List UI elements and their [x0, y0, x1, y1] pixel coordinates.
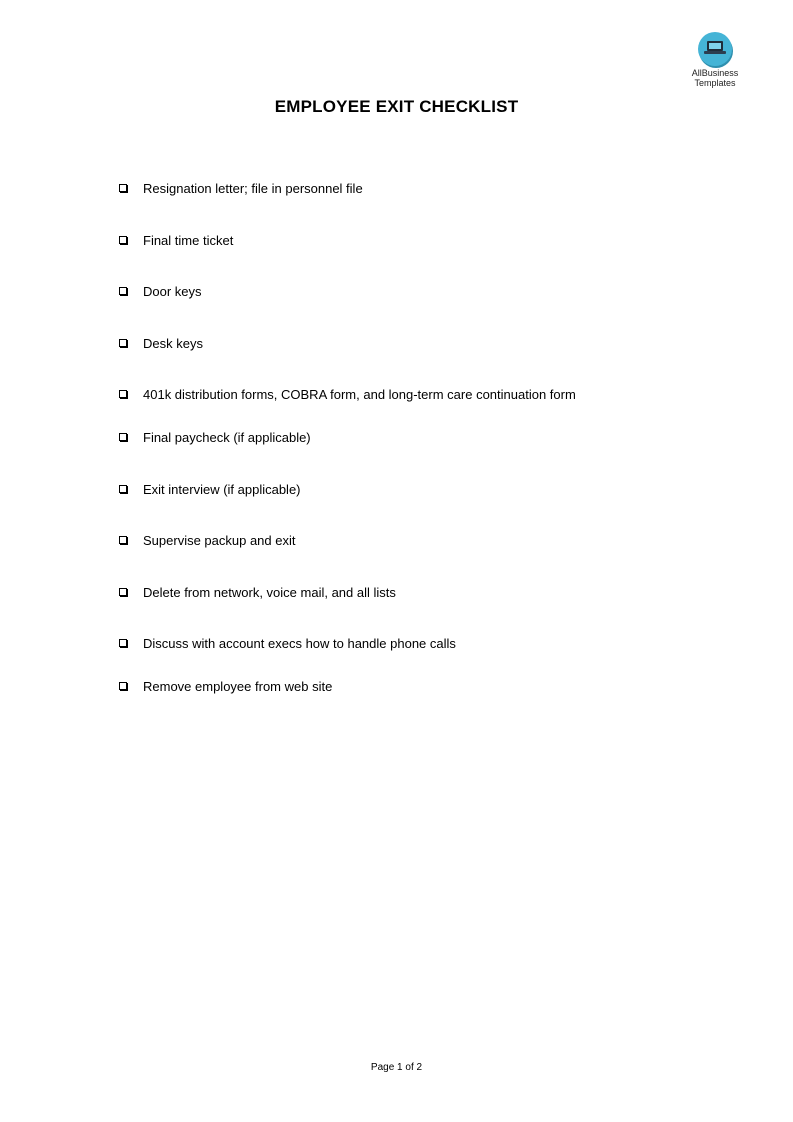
checkbox-icon: [119, 639, 127, 647]
checklist-item: [118, 479, 301, 499]
logo-text-line1: AllBusiness: [691, 68, 739, 78]
checklist-item: [118, 676, 332, 696]
logo-text-line2: Templates: [694, 78, 736, 88]
laptop-icon: [698, 32, 732, 66]
checklist-item-label: Final paycheck (if applicable): [143, 429, 311, 445]
checkbox-icon: [119, 236, 127, 244]
checklist-item-label: Discuss with account execs how to handle phone calls: [143, 635, 456, 651]
checkbox-icon: [119, 287, 127, 295]
checkbox-icon: [119, 433, 127, 441]
checklist-item-label: Door keys: [143, 283, 202, 299]
checkbox-icon: [119, 390, 127, 398]
checklist-item-label: Delete from network, voice mail, and all lists: [143, 584, 396, 600]
checkbox-icon: [119, 184, 127, 192]
checklist-item: [118, 582, 396, 602]
checkbox-icon: [119, 339, 127, 347]
page-title: EMPLOYEE EXIT CHECKLIST: [274, 97, 519, 116]
checklist-item: [118, 333, 203, 353]
checkbox-icon: [119, 682, 127, 690]
checklist-item: [118, 427, 311, 447]
checklist-item: [118, 384, 576, 404]
checklist-item: [118, 281, 202, 301]
checklist-item-label: Resignation letter; file in personnel file: [143, 180, 363, 196]
checklist-item-label: 401k distribution forms, COBRA form, and long-term care continuation form: [143, 386, 576, 402]
checklist-item: [118, 633, 456, 653]
checklist-item: [118, 230, 233, 250]
checklist-item: [118, 530, 295, 550]
checkbox-icon: [119, 588, 127, 596]
allbusiness-logo: [683, 32, 747, 88]
page-footer: Page 1 of 2: [370, 1062, 423, 1073]
checklist-item-label: Supervise packup and exit: [143, 532, 296, 548]
checklist-item-label: Final time ticket: [143, 232, 234, 248]
checkbox-icon: [119, 536, 127, 544]
checkbox-icon: [119, 485, 127, 493]
checklist-item: [118, 178, 363, 198]
checklist-item-label: Exit interview (if applicable): [143, 481, 301, 497]
checklist-item-label: Remove employee from web site: [143, 678, 333, 694]
checklist-item-label: Desk keys: [143, 335, 203, 351]
